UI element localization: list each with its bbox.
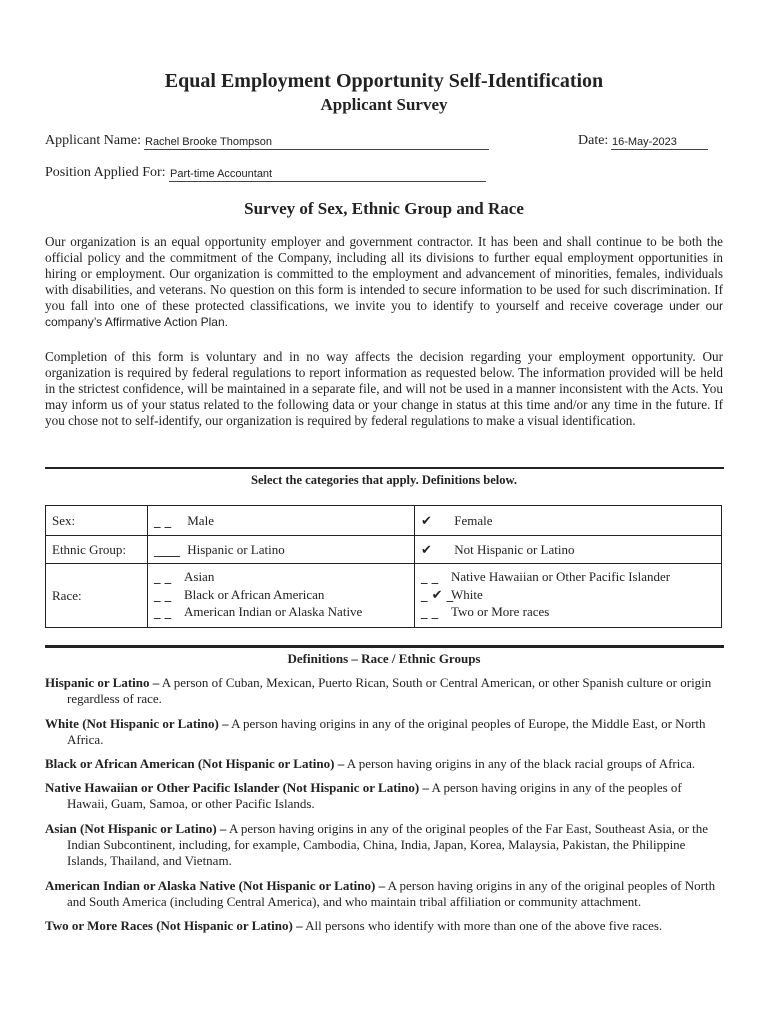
- asian-checkbox[interactable]: _ _: [154, 570, 172, 586]
- race-options-right: [415, 564, 722, 628]
- definition-term: Two or More Races (Not Hispanic or Latino) –: [45, 918, 303, 933]
- category-table: [45, 505, 722, 628]
- sex-label: Sex:: [46, 506, 148, 536]
- sex-option-male[interactable]: [148, 506, 415, 536]
- form-title: Equal Employment Opportunity Self-Identification: [164, 70, 604, 92]
- american-indian-label: American Indian or Alaska Native: [184, 604, 363, 620]
- voluntary-paragraph: Completion of this form is voluntary and in no way affects the decision regarding your employment opportunity. Our organization is required by federal regulations to report information as requested below. The information provided will be held in the strictest confidence, will be maintained in a separate file, and will not be used in a manner inconsistent with the Acts. You may inform us of your status related to the following data or your change in status at this time and/or any time in the future. If you chose not to self-identify, our organization is required by federal regulations to make a visual identification.: [45, 349, 723, 428]
- race-option-native-hawaiian[interactable]: [421, 569, 715, 587]
- definition-black: [45, 756, 724, 772]
- date-field[interactable]: 16-May-2023: [611, 136, 708, 150]
- definition-text: A person having origins in any of the original peoples of Europe, the Middle East, or North Africa.: [67, 716, 706, 747]
- male-checkbox[interactable]: _ _: [154, 513, 172, 529]
- position-field[interactable]: Part-time Accountant: [169, 168, 486, 182]
- intro-paragraph: [45, 234, 723, 330]
- definition-term: White (Not Hispanic or Latino) –: [45, 716, 229, 731]
- two-or-more-checkbox[interactable]: _ _: [421, 605, 439, 621]
- definition-term: Hispanic or Latino –: [45, 675, 160, 690]
- form-subtitle: Applicant Survey: [320, 95, 448, 114]
- definition-american-indian: [45, 878, 724, 910]
- definition-two-or-more: [45, 918, 724, 934]
- white-label: White: [451, 586, 483, 602]
- not-hispanic-checkbox[interactable]: ✔: [421, 542, 432, 558]
- ethnic-option-hispanic[interactable]: [148, 536, 415, 564]
- applicant-name-field[interactable]: Rachel Brooke Thompson: [144, 136, 489, 150]
- race-options-left: [148, 564, 415, 628]
- intro-paragraph-text: Our organization is an equal opportunity employer and government contractor. It has been and shall continue to be both the official policy and the commitment of the Company, including all its divisions to further equal employment opportunities in hiring or employment. Our organization is committed to the employment and advancement of minorities, females, individuals with disabilities, and veterans. No question on this form is intended to secure information to be used for such discrimination. If you fall into one of these protected classifications, we invite you to identify to yourself and receive: [45, 234, 723, 313]
- hispanic-label: Hispanic or Latino: [187, 541, 285, 557]
- definition-text: A person of Cuban, Mexican, Puerto Rican, South or Central American, or other Spanish culture or origin regardless of race.: [67, 675, 712, 706]
- american-indian-checkbox[interactable]: _ _: [154, 605, 172, 621]
- divider-top: [45, 467, 724, 469]
- date-label: Date:: [578, 133, 609, 148]
- definition-term: Black or African American (Not Hispanic or Latino) –: [45, 756, 345, 771]
- female-checkbox[interactable]: ✔: [421, 513, 432, 529]
- male-label: Male: [187, 512, 214, 528]
- black-label: Black or African American: [184, 586, 325, 602]
- definition-text: A person having origins in any of the black racial groups of Africa.: [344, 756, 696, 771]
- definition-term: American Indian or Alaska Native (Not Hispanic or Latino) –: [45, 878, 386, 893]
- sex-row: [46, 506, 722, 536]
- definition-text: A person having origins in any of the peoples of Hawaii, Guam, Samoa, or other Pacific Islands.: [67, 780, 682, 811]
- white-checkbox[interactable]: _ ✔ _: [421, 587, 454, 603]
- intro-paragraph-tail: coverage under our company’s Affirmative Action Plan.: [45, 299, 723, 329]
- not-hispanic-label: Not Hispanic or Latino: [454, 541, 575, 557]
- ethnic-label: Ethnic Group:: [46, 536, 148, 564]
- black-checkbox[interactable]: _ _: [154, 587, 172, 603]
- sex-option-female[interactable]: [415, 506, 722, 536]
- native-hawaiian-checkbox[interactable]: _ _: [421, 570, 439, 586]
- divider-definitions: [45, 645, 724, 648]
- definitions-heading: Definitions – Race / Ethnic Groups: [287, 651, 481, 666]
- hispanic-checkbox[interactable]: ____: [154, 542, 180, 558]
- race-option-black[interactable]: [154, 587, 408, 605]
- race-label: Race:: [46, 564, 148, 628]
- definition-term: Native Hawaiian or Other Pacific Islander (Not Hispanic or Latino) –: [45, 780, 429, 795]
- select-instruction: Select the categories that apply. Definitions below.: [251, 473, 517, 487]
- race-option-american-indian[interactable]: [154, 604, 408, 622]
- race-option-two-or-more[interactable]: [421, 604, 715, 622]
- definition-hispanic: [45, 675, 724, 707]
- definition-asian: [45, 821, 724, 869]
- asian-label: Asian: [184, 569, 215, 585]
- ethnic-row: [46, 536, 722, 564]
- definition-white: [45, 716, 724, 748]
- ethnic-option-not-hispanic[interactable]: [415, 536, 722, 564]
- definition-text: A person having origins in any of the original peoples of the Far East, Southeast Asia, or the Indian Subcontinent, including, for example, Cambodia, China, India, Japan, Korea, Malaysia, Pakistan, the Philippine Islands, Thailand, and Vietnam.: [67, 821, 709, 868]
- female-label: Female: [454, 512, 493, 528]
- race-option-white[interactable]: [421, 587, 715, 605]
- two-or-more-label: Two or More races: [451, 604, 550, 620]
- race-option-asian[interactable]: [154, 569, 408, 587]
- race-row: [46, 564, 722, 628]
- definition-native-hawaiian: [45, 780, 724, 812]
- position-label: Position Applied For:: [45, 165, 166, 180]
- native-hawaiian-label: Native Hawaiian or Other Pacific Islander: [451, 569, 671, 585]
- definition-term: Asian (Not Hispanic or Latino) –: [45, 821, 227, 836]
- survey-title: Survey of Sex, Ethnic Group and Race: [244, 199, 524, 218]
- definition-text: All persons who identify with more than one of the above five races.: [302, 918, 663, 933]
- applicant-name-label: Applicant Name:: [45, 133, 142, 148]
- definition-text: A person having origins in any of the original peoples of North and South America (including Central America), and who maintain tribal affiliation or community attachment.: [67, 878, 716, 909]
